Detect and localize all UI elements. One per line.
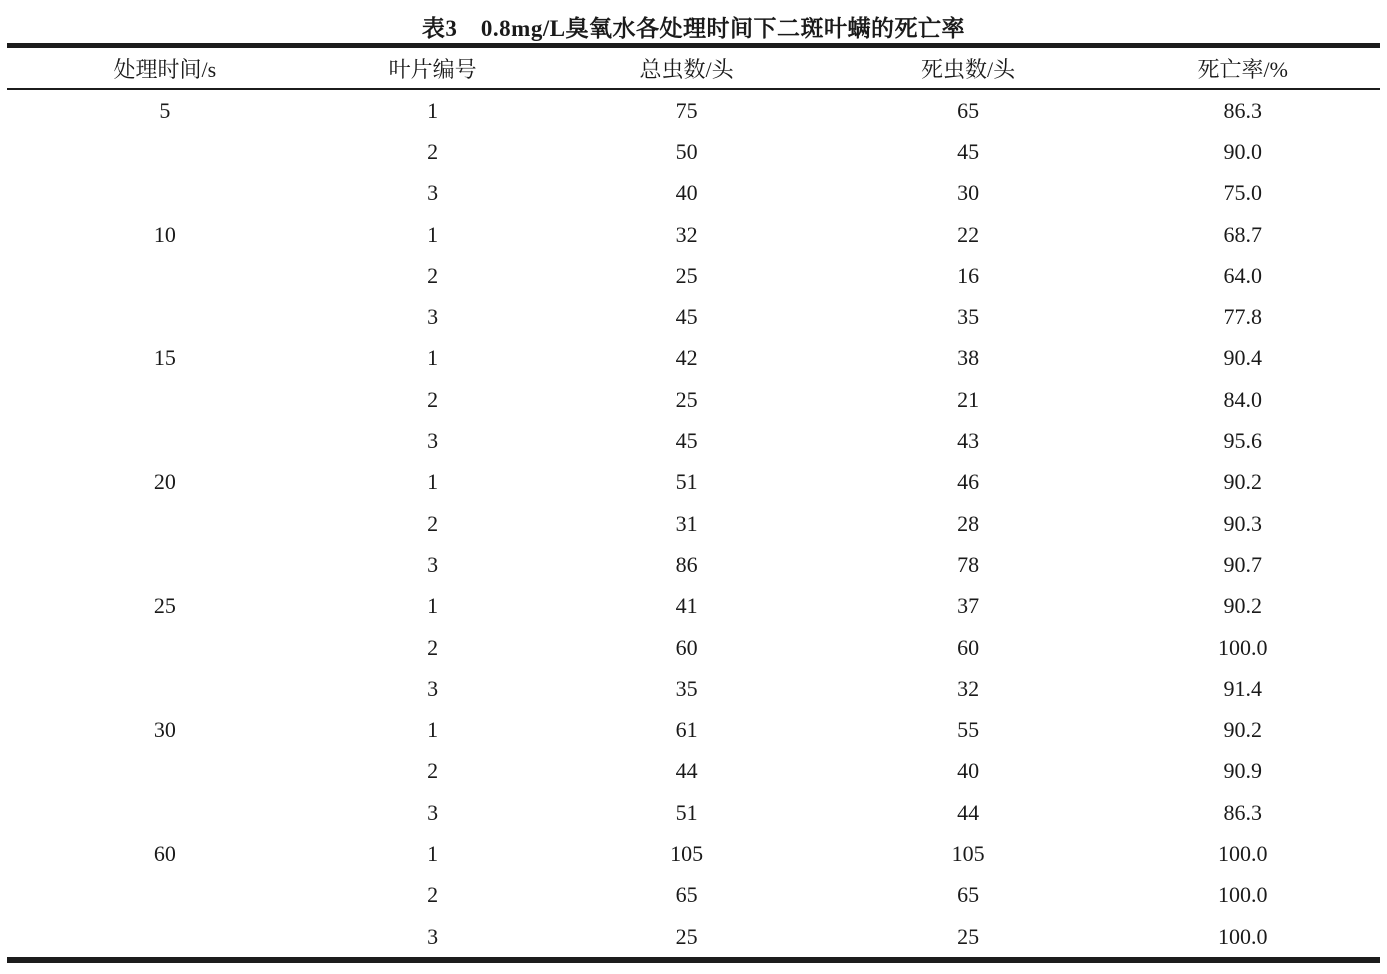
table-row	[7, 420, 1380, 461]
table-cell	[7, 751, 323, 792]
table-cell: 2	[427, 882, 439, 908]
table-header	[7, 46, 1380, 90]
table-cell: 25	[675, 386, 698, 412]
table-cell: 1	[427, 97, 439, 123]
table-cell: 90.4	[1223, 345, 1262, 371]
table-cell: 30	[957, 180, 980, 206]
table-cell: 1	[427, 469, 439, 495]
table-row	[7, 462, 1380, 503]
table-row	[7, 833, 1380, 874]
column-header-mortality-rate: 死亡率/%	[1105, 46, 1380, 90]
table-cell: 25	[153, 593, 176, 619]
table-row	[7, 296, 1380, 337]
table-cell	[7, 544, 323, 585]
table-cell: 91.4	[1223, 675, 1262, 701]
table-cell	[7, 627, 323, 668]
table-cell: 3	[427, 180, 439, 206]
table-cell: 77.8	[1223, 304, 1262, 330]
table-row	[7, 751, 1380, 792]
table-cell: 100.0	[1217, 923, 1268, 949]
table-cell: 50	[675, 138, 698, 164]
table-row	[7, 875, 1380, 916]
data-table	[7, 43, 1380, 963]
table-cell	[7, 255, 323, 296]
table-cell: 100.0	[1217, 840, 1268, 866]
table-cell: 32	[675, 221, 698, 247]
table-cell: 90.0	[1223, 138, 1262, 164]
table-cell: 3	[427, 428, 439, 454]
table-cell: 78	[957, 551, 980, 577]
table-cell: 3	[427, 799, 439, 825]
table-cell: 15	[153, 345, 176, 371]
table-row	[7, 586, 1380, 627]
table-row	[7, 214, 1380, 255]
table-header-row	[7, 46, 1380, 90]
table-cell: 86.3	[1223, 799, 1262, 825]
table-row	[7, 668, 1380, 709]
table-cell: 90.2	[1223, 717, 1262, 743]
table-cell	[7, 173, 323, 214]
table-cell: 105	[670, 840, 704, 866]
column-header-leaf-number: 叶片编号	[323, 46, 543, 90]
column-header-total-mites: 总虫数/头	[542, 46, 830, 90]
table-cell: 30	[153, 717, 176, 743]
table-cell	[7, 875, 323, 916]
table-cell: 44	[675, 758, 698, 784]
table-cell: 2	[427, 510, 439, 536]
table-cell: 46	[957, 469, 980, 495]
table-cell	[7, 131, 323, 172]
table-cell: 45	[957, 138, 980, 164]
table-cell: 2	[427, 262, 439, 288]
table-cell: 65	[957, 97, 980, 123]
table-row	[7, 338, 1380, 379]
table-cell	[7, 296, 323, 337]
table-cell: 90.2	[1223, 469, 1262, 495]
table-cell: 60	[957, 634, 980, 660]
table-cell: 2	[427, 634, 439, 660]
table-cell: 90.9	[1223, 758, 1262, 784]
table-cell: 32	[957, 675, 980, 701]
table-cell: 16	[957, 262, 980, 288]
table-body	[7, 89, 1380, 960]
table-cell: 28	[957, 510, 980, 536]
table-cell: 45	[675, 428, 698, 454]
table-cell: 105	[951, 840, 985, 866]
table-cell: 86	[675, 551, 698, 577]
table-row	[7, 173, 1380, 214]
table-cell: 25	[675, 923, 698, 949]
table-cell: 100.0	[1217, 634, 1268, 660]
table-cell: 51	[675, 799, 698, 825]
table-row	[7, 792, 1380, 833]
table-cell: 10	[153, 221, 176, 247]
table-cell: 68.7	[1223, 221, 1262, 247]
table-cell: 31	[675, 510, 698, 536]
table-row	[7, 627, 1380, 668]
table-row	[7, 131, 1380, 172]
column-header-treatment-time: 处理时间/s	[7, 46, 323, 90]
table-cell: 43	[957, 428, 980, 454]
table-cell: 40	[957, 758, 980, 784]
table-cell: 22	[957, 221, 980, 247]
table-cell: 35	[957, 304, 980, 330]
table-cell: 100.0	[1217, 882, 1268, 908]
table-row	[7, 709, 1380, 750]
table-cell: 75	[675, 97, 698, 123]
table-cell: 1	[427, 345, 439, 371]
table-cell: 1	[427, 221, 439, 247]
table-cell: 64.0	[1223, 262, 1262, 288]
table-cell: 90.3	[1223, 510, 1262, 536]
table-cell: 75.0	[1223, 180, 1262, 206]
table-cell: 61	[675, 717, 698, 743]
table-cell: 86.3	[1223, 97, 1262, 123]
table-row	[7, 379, 1380, 420]
table-row	[7, 916, 1380, 960]
table-cell: 51	[675, 469, 698, 495]
table-cell: 3	[427, 304, 439, 330]
table-cell: 38	[957, 345, 980, 371]
table-cell: 41	[675, 593, 698, 619]
table-cell: 40	[675, 180, 698, 206]
table-row	[7, 544, 1380, 585]
table-cell: 90.2	[1223, 593, 1262, 619]
table-row	[7, 503, 1380, 544]
table-cell: 25	[957, 923, 980, 949]
table-cell: 1	[427, 717, 439, 743]
table-cell: 37	[957, 593, 980, 619]
table-cell	[7, 379, 323, 420]
table-cell: 60	[153, 840, 176, 866]
table-cell: 3	[427, 551, 439, 577]
table-cell: 35	[675, 675, 698, 701]
table-cell: 1	[427, 840, 439, 866]
table-cell: 3	[427, 675, 439, 701]
table-cell: 5	[159, 97, 171, 123]
table-row	[7, 255, 1380, 296]
table-caption: 表3 0.8mg/L臭氧水各处理时间下二斑叶螨的死亡率	[421, 16, 966, 41]
table-row	[7, 89, 1380, 131]
table-cell: 20	[153, 469, 176, 495]
table-cell	[7, 916, 323, 960]
table-cell: 1	[427, 593, 439, 619]
table-cell: 25	[675, 262, 698, 288]
table-cell: 44	[957, 799, 980, 825]
table-cell: 45	[675, 304, 698, 330]
table-cell: 21	[957, 386, 980, 412]
table-cell	[7, 503, 323, 544]
table-cell	[7, 792, 323, 833]
column-header-dead-mites: 死虫数/头	[831, 46, 1106, 90]
table-cell: 90.7	[1223, 551, 1262, 577]
table-cell: 84.0	[1223, 386, 1262, 412]
table-cell: 65	[957, 882, 980, 908]
table-cell: 3	[427, 923, 439, 949]
table-cell: 95.6	[1223, 428, 1262, 454]
table-cell: 2	[427, 758, 439, 784]
table-cell	[7, 420, 323, 461]
table-cell: 65	[675, 882, 698, 908]
table-cell: 42	[675, 345, 698, 371]
table-cell	[7, 668, 323, 709]
table-cell: 60	[675, 634, 698, 660]
table-cell: 2	[427, 138, 439, 164]
table-cell: 2	[427, 386, 439, 412]
table-cell: 55	[957, 717, 980, 743]
